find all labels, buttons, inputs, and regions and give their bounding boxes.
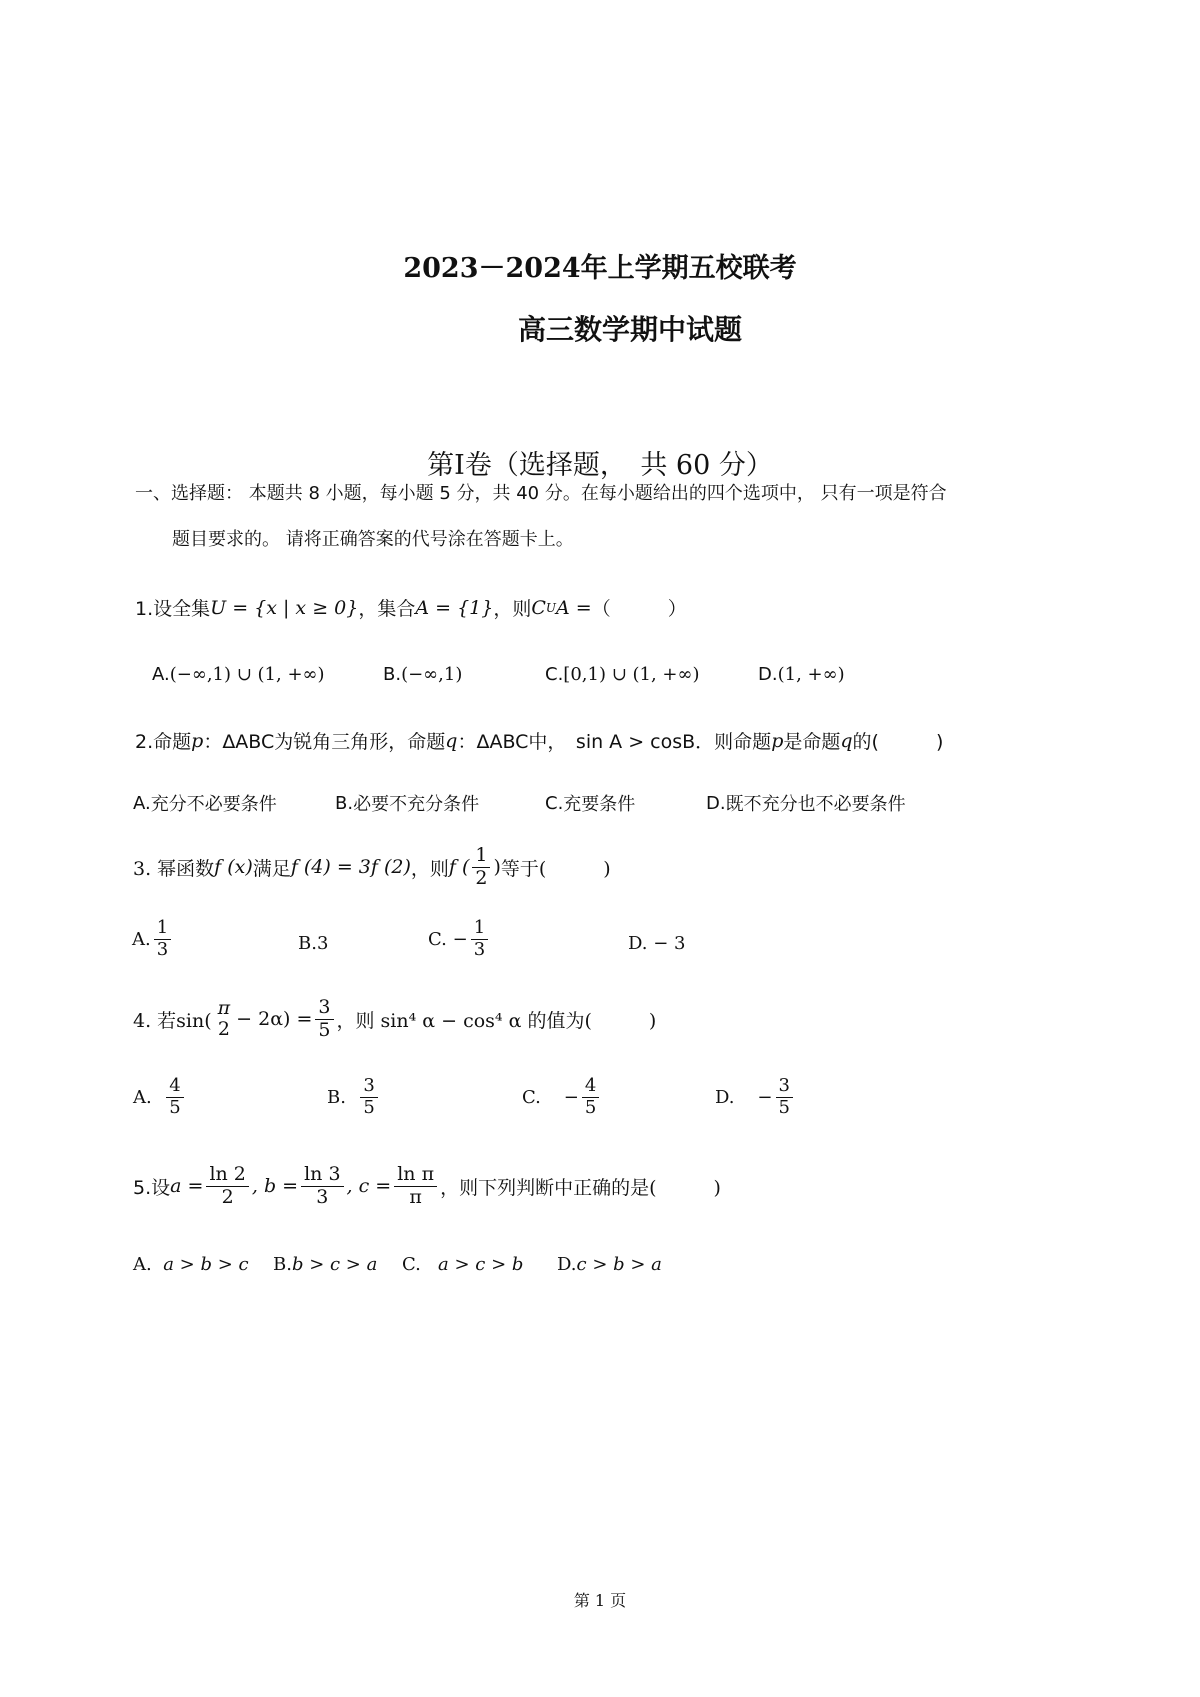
question-3-stem: 3. 幂函数 f (x) 满足 f (4) = 3f (2) ，则 f ( $\frac{1}{2}$ ) 等于( ) [133,844,611,889]
q5-option-c: C. a > c > b [402,1254,524,1275]
question-5-stem: 5.设 a = $\frac{\ln 2}{2}$ , b = $\frac{\ln 3}{3}$ , c = $\frac{\text{ln π}}{\pi}$ ，则下列判断中正确的是( ) [133,1163,721,1208]
q1-complement-a: A = [556,596,592,619]
q5-fraction-a: $\frac{\ln 2}{2}$ [206,1164,248,1209]
q2-option-b: B. 必要不充分条件 [335,792,480,815]
q2-option-a: A. 充分不必要条件 [133,792,277,815]
q3-option-a: A. $\frac{1}{3}$ [132,918,174,960]
question-2-stem: 2.命题 p ：ΔABC为锐角三角形，命题 q ：ΔABC中， sin A > cosB．则命题 p 是命题 q 的( ) [135,729,944,753]
q2-option-d: D. 既不充分也不必要条件 [706,792,906,815]
page-number: 第 1 页 [573,1591,627,1610]
q4-option-d: D. − $\frac{3}{5}$ [715,1076,796,1118]
q1-complement: C [531,596,546,619]
question-1-stem [135,594,687,621]
exam-subtitle: 高三数学期中试题 [517,313,742,346]
q1-set-a: A = {1} [415,596,494,619]
q5-option-b: B. b > c > a [273,1254,378,1275]
q4-option-c: C. − $\frac{4}{5}$ [522,1076,602,1118]
q4-option-b: B. $\frac{3}{5}$ [327,1076,381,1118]
q1-complement-sub: U [545,600,557,615]
q3-option-c: C. − $\frac{1}{3}$ [428,918,491,960]
q3-option-b: B. 3 [298,933,329,954]
q3-option-d: D. − 3 [628,933,686,954]
instructions-line-2: 题目要求的。 请将正确答案的代号涂在答题卡上。 [172,529,574,550]
q1-option-d: D. (1, +∞) [758,664,845,685]
q1-option-a: A. (−∞,1) ∪ (1, +∞) [152,664,325,685]
q1-then: ，则 [493,598,532,620]
q2-option-c: C. 充要条件 [545,792,636,815]
q4-fraction: $\frac{3}{5}$ [315,997,333,1042]
instructions-line-1: 一、选择题： 本题共 8 小题，每小题 5 分，共 40 分。在每小题给出的四个选项中， 只有一项是符合 [135,483,947,504]
q5-option-a: A. a > b > c [133,1254,249,1275]
q4-fraction-pi: π 2 [217,996,231,1041]
q5-fraction-b: $\frac{\ln 3}{3}$ [301,1164,343,1209]
q1-answer-paren: （ ） [591,598,687,620]
q3-fraction: $\frac{1}{2}$ [472,845,490,890]
exam-title: 2023－2024年上学期五校联考 [403,253,797,284]
q1-option-c: C. [0,1) ∪ (1, +∞) [545,664,700,685]
q4-option-a: A. $\frac{4}{5}$ [133,1076,187,1118]
q1-set-u: U = {x | x ≥ 0} [210,596,359,619]
q5-option-d: D. c > b > a [557,1254,662,1275]
q1-option-b: B. (−∞,1) [383,664,463,685]
section-heading: 第Ⅰ卷（选择题， 共 60 分） [427,450,773,481]
question-4-stem: 4. 若sin( π 2 − 2α) = $\frac{3}{5}$ ，则 sin⁴ α − cos⁴ α 的值为( ) [133,996,657,1041]
q1-mid: ，集合 [358,598,416,620]
q5-fraction-c: $\frac{\text{ln π}}{\pi}$ [394,1164,437,1209]
q1-prefix: 1.设全集 [135,598,211,620]
